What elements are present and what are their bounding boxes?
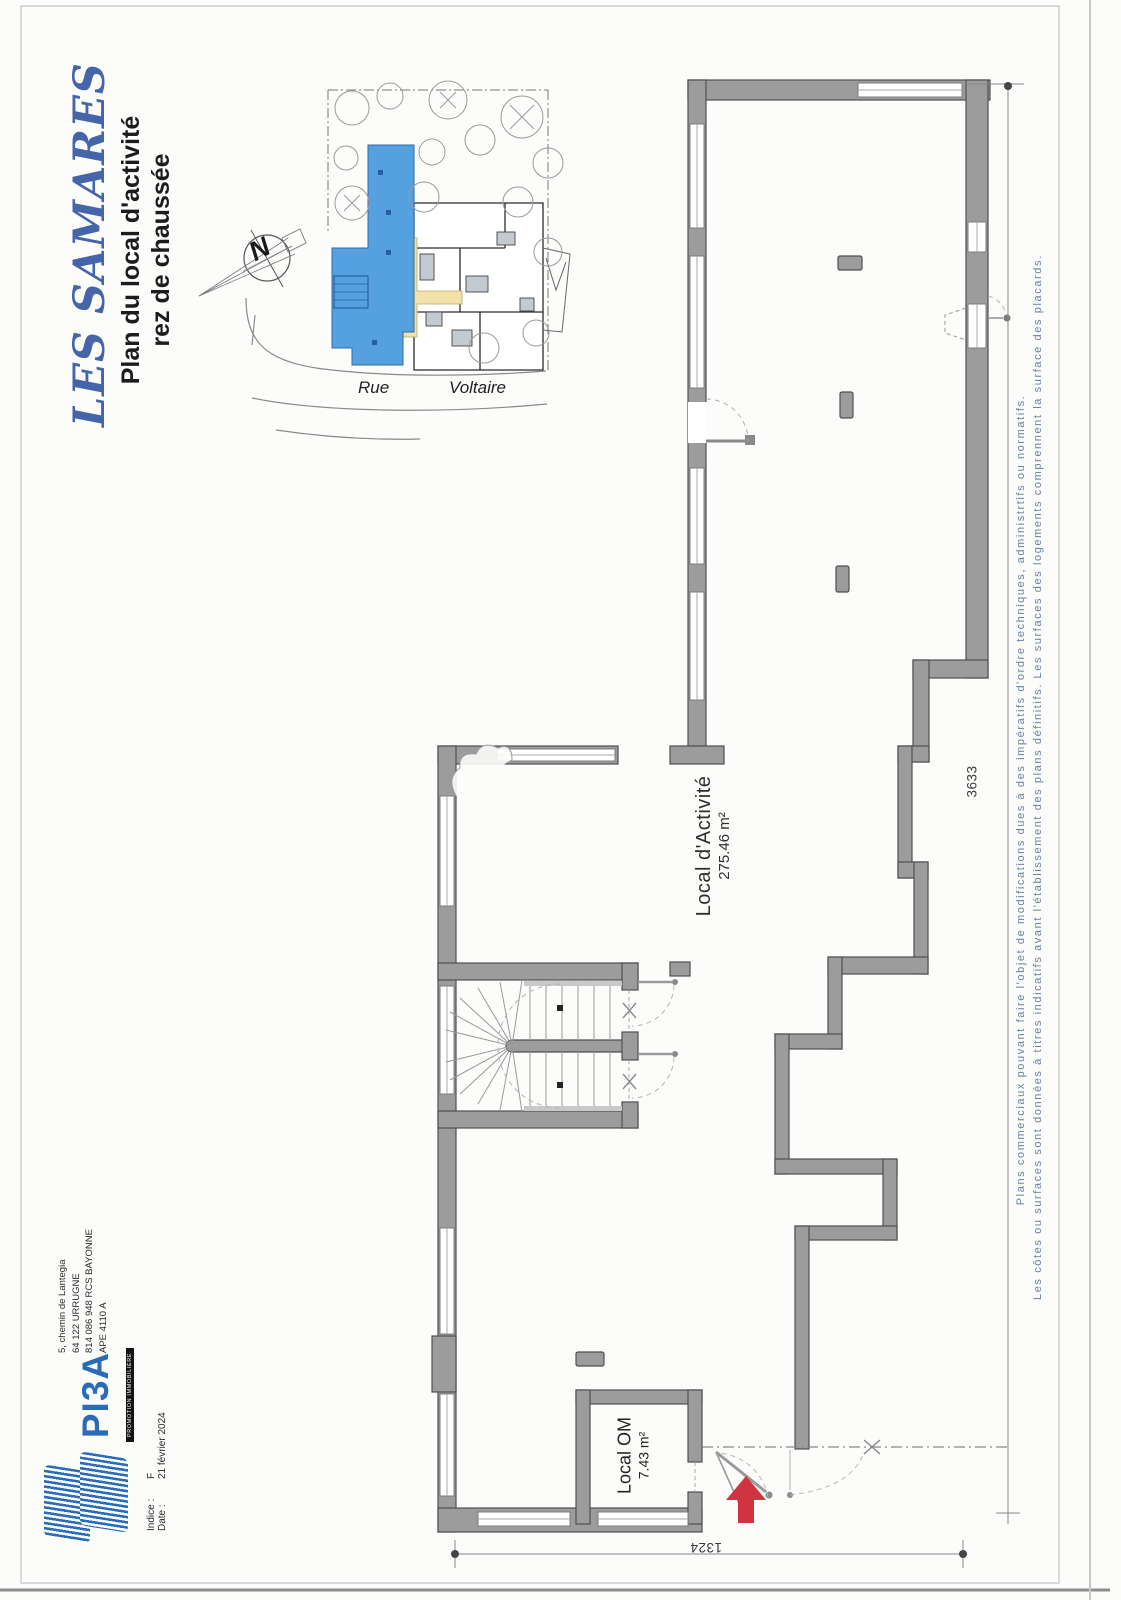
firm-address-line4: APE 4110 A: [97, 1302, 109, 1353]
main-room-area: 275.46 m²: [716, 812, 733, 880]
doors: [623, 296, 1011, 1523]
firm-address-line2: 64 122 URRUGNE: [70, 1273, 82, 1353]
revision-block: [146, 1361, 168, 1531]
firm-logo-text: PI3A: [75, 1351, 116, 1439]
disclaimer-line1: Plans commerciaux pouvant faire l'objet de modifications dues à des impératifs d'ordre techniques, administrtifs ou normatifs.: [1015, 394, 1027, 1206]
indice-label: Indice :: [146, 1498, 157, 1531]
om-room-label: [615, 1386, 652, 1526]
site-side-structure: [543, 248, 570, 332]
disclaimer-text: [1013, 254, 1047, 1300]
street-label-voltaire: Voltaire: [448, 378, 506, 397]
compass-north-label: N: [243, 231, 276, 267]
site-highlight-building: [332, 145, 414, 365]
street-label-rue: Rue: [358, 378, 390, 397]
drawing-title: [116, 70, 176, 430]
om-room-area: 7.43 m²: [635, 1431, 652, 1480]
dim-vertical-label: 3633: [964, 765, 980, 798]
date-value: 21 février 2024: [157, 1412, 168, 1479]
main-room-name: Local d'Activité: [693, 775, 715, 917]
entrance-arrow-icon: [726, 1476, 766, 1523]
om-room-name: Local OM: [614, 1416, 635, 1495]
dim-horizontal-label: 1324: [689, 1540, 723, 1555]
drawing-title-line1: Plan du local d'activité: [117, 115, 145, 385]
indice-value: F: [146, 1472, 157, 1479]
main-room-label: [693, 746, 733, 946]
indice-row: [146, 1361, 157, 1531]
date-label: Date :: [157, 1504, 168, 1531]
firm-address-line1: 5, chemin de Lantegia: [57, 1259, 68, 1353]
disclaimer-line2: Les côtes ou surfaces sont données à titres indicatifs avant l'établissement des plans définitifs. Les surfaces des logements comprennent la surface des placards.: [1032, 254, 1044, 1300]
street-label: [358, 378, 506, 398]
firm-address-line3: 814 086 948 RCS BAYONNE: [84, 1229, 95, 1353]
drawing-title-line2: rez de chaussée: [147, 153, 175, 347]
date-row: [157, 1361, 168, 1531]
firm-tagline: PROMOTION IMMOBILIÈRE: [126, 1348, 134, 1442]
project-title: LES SAMARES: [65, 62, 115, 427]
firm-address: [56, 1213, 110, 1353]
